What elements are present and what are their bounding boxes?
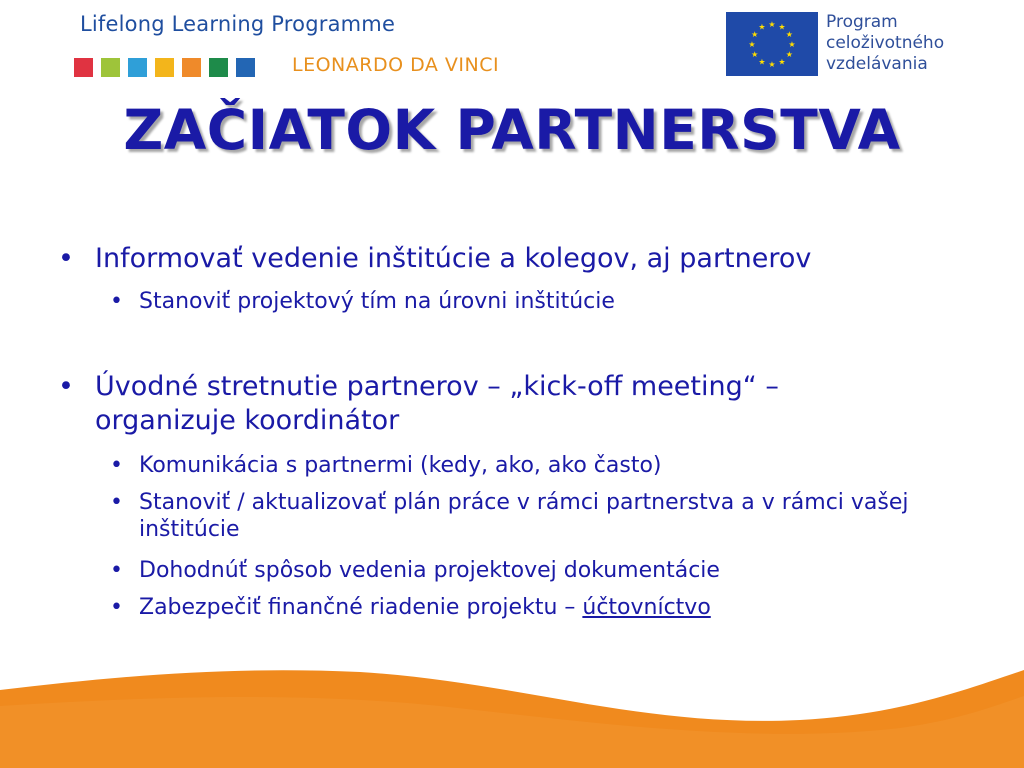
slide-title: ZAČIATOK PARTNERSTVA xyxy=(123,98,901,162)
bullet-text: Úvodné stretnutie partnerov – „kick-off meeting“ – organizuje koordinátor xyxy=(95,371,779,436)
bullet-text: Informovať vedenie inštitúcie a kolegov, aj partnerov xyxy=(95,243,812,274)
bullet-dot: • xyxy=(58,243,74,274)
eu-logo xyxy=(726,12,944,76)
eu-star-icon: ★ xyxy=(778,22,786,32)
bullet-dot: • xyxy=(110,453,123,478)
programme-title: Lifelong Learning Programme xyxy=(80,12,396,36)
sub-bullet-item xyxy=(110,594,969,621)
bullet-dot: • xyxy=(110,490,123,515)
orange-wave-decoration xyxy=(0,658,1024,768)
sub-bullet-item xyxy=(110,489,969,543)
sub-bullet-text: Stanoviť projektový tím na úrovni inštitúcie xyxy=(139,289,615,314)
eu-star-icon: ★ xyxy=(785,50,793,59)
color-square xyxy=(74,58,93,77)
sub-bullet-item xyxy=(110,288,969,315)
eu-programme-text xyxy=(826,12,944,75)
eu-text-line: celoživotného xyxy=(826,33,945,53)
bullet-dot: • xyxy=(110,558,123,583)
color-square xyxy=(128,58,147,77)
eu-star-icon: ★ xyxy=(785,30,793,39)
color-squares xyxy=(74,58,255,77)
sub-bullet-text: Stanoviť / aktualizovať plán práce v rámci partnerstva a v rámci vašej inštitúcie xyxy=(139,490,909,542)
eu-star-icon: ★ xyxy=(758,57,766,67)
eu-star-icon: ★ xyxy=(788,40,796,49)
bullet-dot: • xyxy=(58,371,74,402)
eu-star-icon: ★ xyxy=(768,20,776,29)
eu-flag-icon xyxy=(726,12,818,76)
color-square xyxy=(209,58,228,77)
bullet-item xyxy=(58,370,915,438)
eu-star-icon: ★ xyxy=(751,50,759,59)
eu-text-line: vzdelávania xyxy=(826,54,928,74)
color-square xyxy=(155,58,174,77)
color-square xyxy=(236,58,255,77)
eu-star-icon: ★ xyxy=(758,22,766,32)
eu-text-line: Program xyxy=(826,12,898,32)
sub-bullet-text: Dohodnúť spôsob vedenia projektovej dokumentácie xyxy=(139,558,720,583)
sub-bullet-text: Komunikácia s partnermi (kedy, ako, ako často) xyxy=(139,453,662,478)
bullet-item xyxy=(58,242,915,276)
eu-star-icon: ★ xyxy=(748,40,756,49)
sub-bullet-prefix: Zabezpečiť finančné riadenie projektu – xyxy=(139,595,583,620)
sub-bullet-text xyxy=(139,594,969,621)
sub-bullet-item xyxy=(110,557,969,584)
eu-star-icon: ★ xyxy=(751,30,759,39)
bullet-dot: • xyxy=(110,595,123,620)
bullet-dot: • xyxy=(110,289,123,314)
color-square xyxy=(182,58,201,77)
sub-bullet-item xyxy=(110,452,969,479)
eu-star-icon: ★ xyxy=(768,60,776,69)
subprogramme-title: LEONARDO DA VINCI xyxy=(292,54,500,76)
accounting-link[interactable]: účtovníctvo xyxy=(582,595,711,620)
color-square xyxy=(101,58,120,77)
eu-star-icon: ★ xyxy=(778,57,786,67)
